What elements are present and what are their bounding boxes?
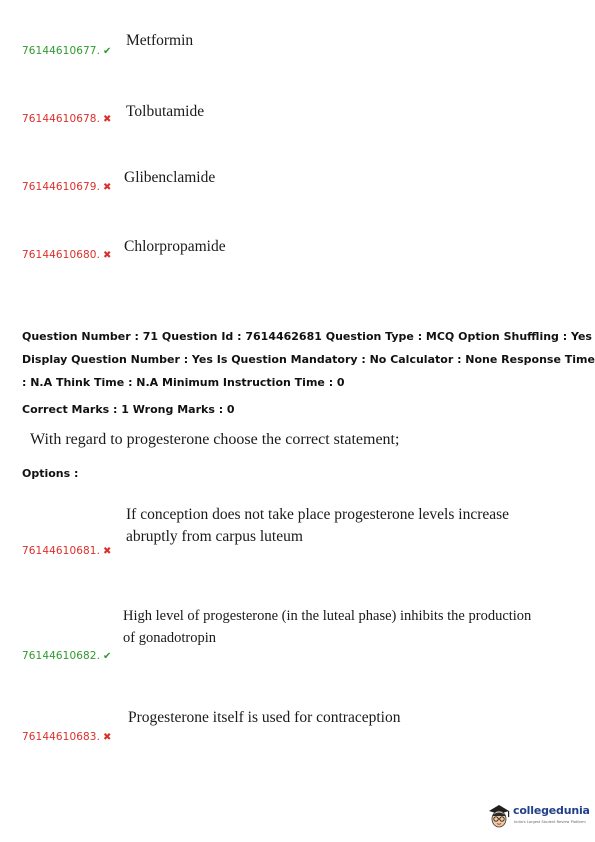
option-text (123, 605, 531, 649)
option-text: Chlorpropamide (124, 238, 226, 255)
option-number: 76144610681. (22, 545, 101, 557)
option-row-81 (22, 545, 112, 557)
option-text: Glibenclamide (124, 169, 216, 186)
question-meta-line: Question Number : 71 Question Id : 7614462681 Question Type : MCQ Option Shuffling : Yes (22, 330, 592, 343)
option-row-80 (22, 249, 112, 261)
brand-tagline: India's Largest Student Review Platform (514, 820, 586, 824)
cross-icon: ✖ (103, 546, 112, 557)
question-text: With regard to progesterone choose the correct statement; (30, 431, 400, 448)
cross-icon: ✖ (103, 732, 112, 743)
option-number: 76144610678. (22, 113, 101, 125)
option-row-77 (22, 45, 112, 57)
question-meta-line: : N.A Think Time : N.A Minimum Instruction Time : 0 (22, 376, 345, 389)
options-label: Options : (22, 467, 79, 480)
cross-icon: ✖ (103, 114, 112, 125)
option-number: 76144610682. (22, 650, 101, 662)
option-number: 76144610677. (22, 45, 101, 57)
option-text-line: High level of progesterone (in the luteal phase) inhibits the production (123, 608, 532, 624)
brand-name: collegedunia (513, 804, 590, 817)
check-icon: ✔ (103, 46, 112, 57)
option-number: 76144610680. (22, 249, 101, 261)
option-text: Progesterone itself is used for contraception (128, 709, 401, 726)
option-text: Tolbutamide (126, 103, 205, 120)
option-row-83 (22, 731, 112, 743)
option-row-82 (22, 650, 112, 662)
option-number: 76144610679. (22, 181, 101, 193)
cross-icon: ✖ (103, 182, 112, 193)
option-text-line: If conception does not take place progesterone levels increase (126, 506, 510, 523)
option-row-78 (22, 113, 112, 125)
option-row-79 (22, 181, 112, 193)
marks-line: Correct Marks : 1 Wrong Marks : 0 (22, 403, 235, 416)
option-text (126, 504, 509, 548)
option-text: Metformin (126, 32, 194, 49)
option-text-line: abruptly from carpus luteum (126, 528, 303, 545)
option-number: 76144610683. (22, 731, 101, 743)
cross-icon: ✖ (103, 250, 112, 261)
check-icon: ✔ (103, 651, 112, 662)
collegedunia-logo (486, 800, 591, 834)
student-mascot-icon (486, 800, 512, 830)
option-text-line: of gonadotropin (123, 630, 217, 646)
question-meta-line: Display Question Number : Yes Is Question Mandatory : No Calculator : None Response Time (22, 353, 595, 366)
